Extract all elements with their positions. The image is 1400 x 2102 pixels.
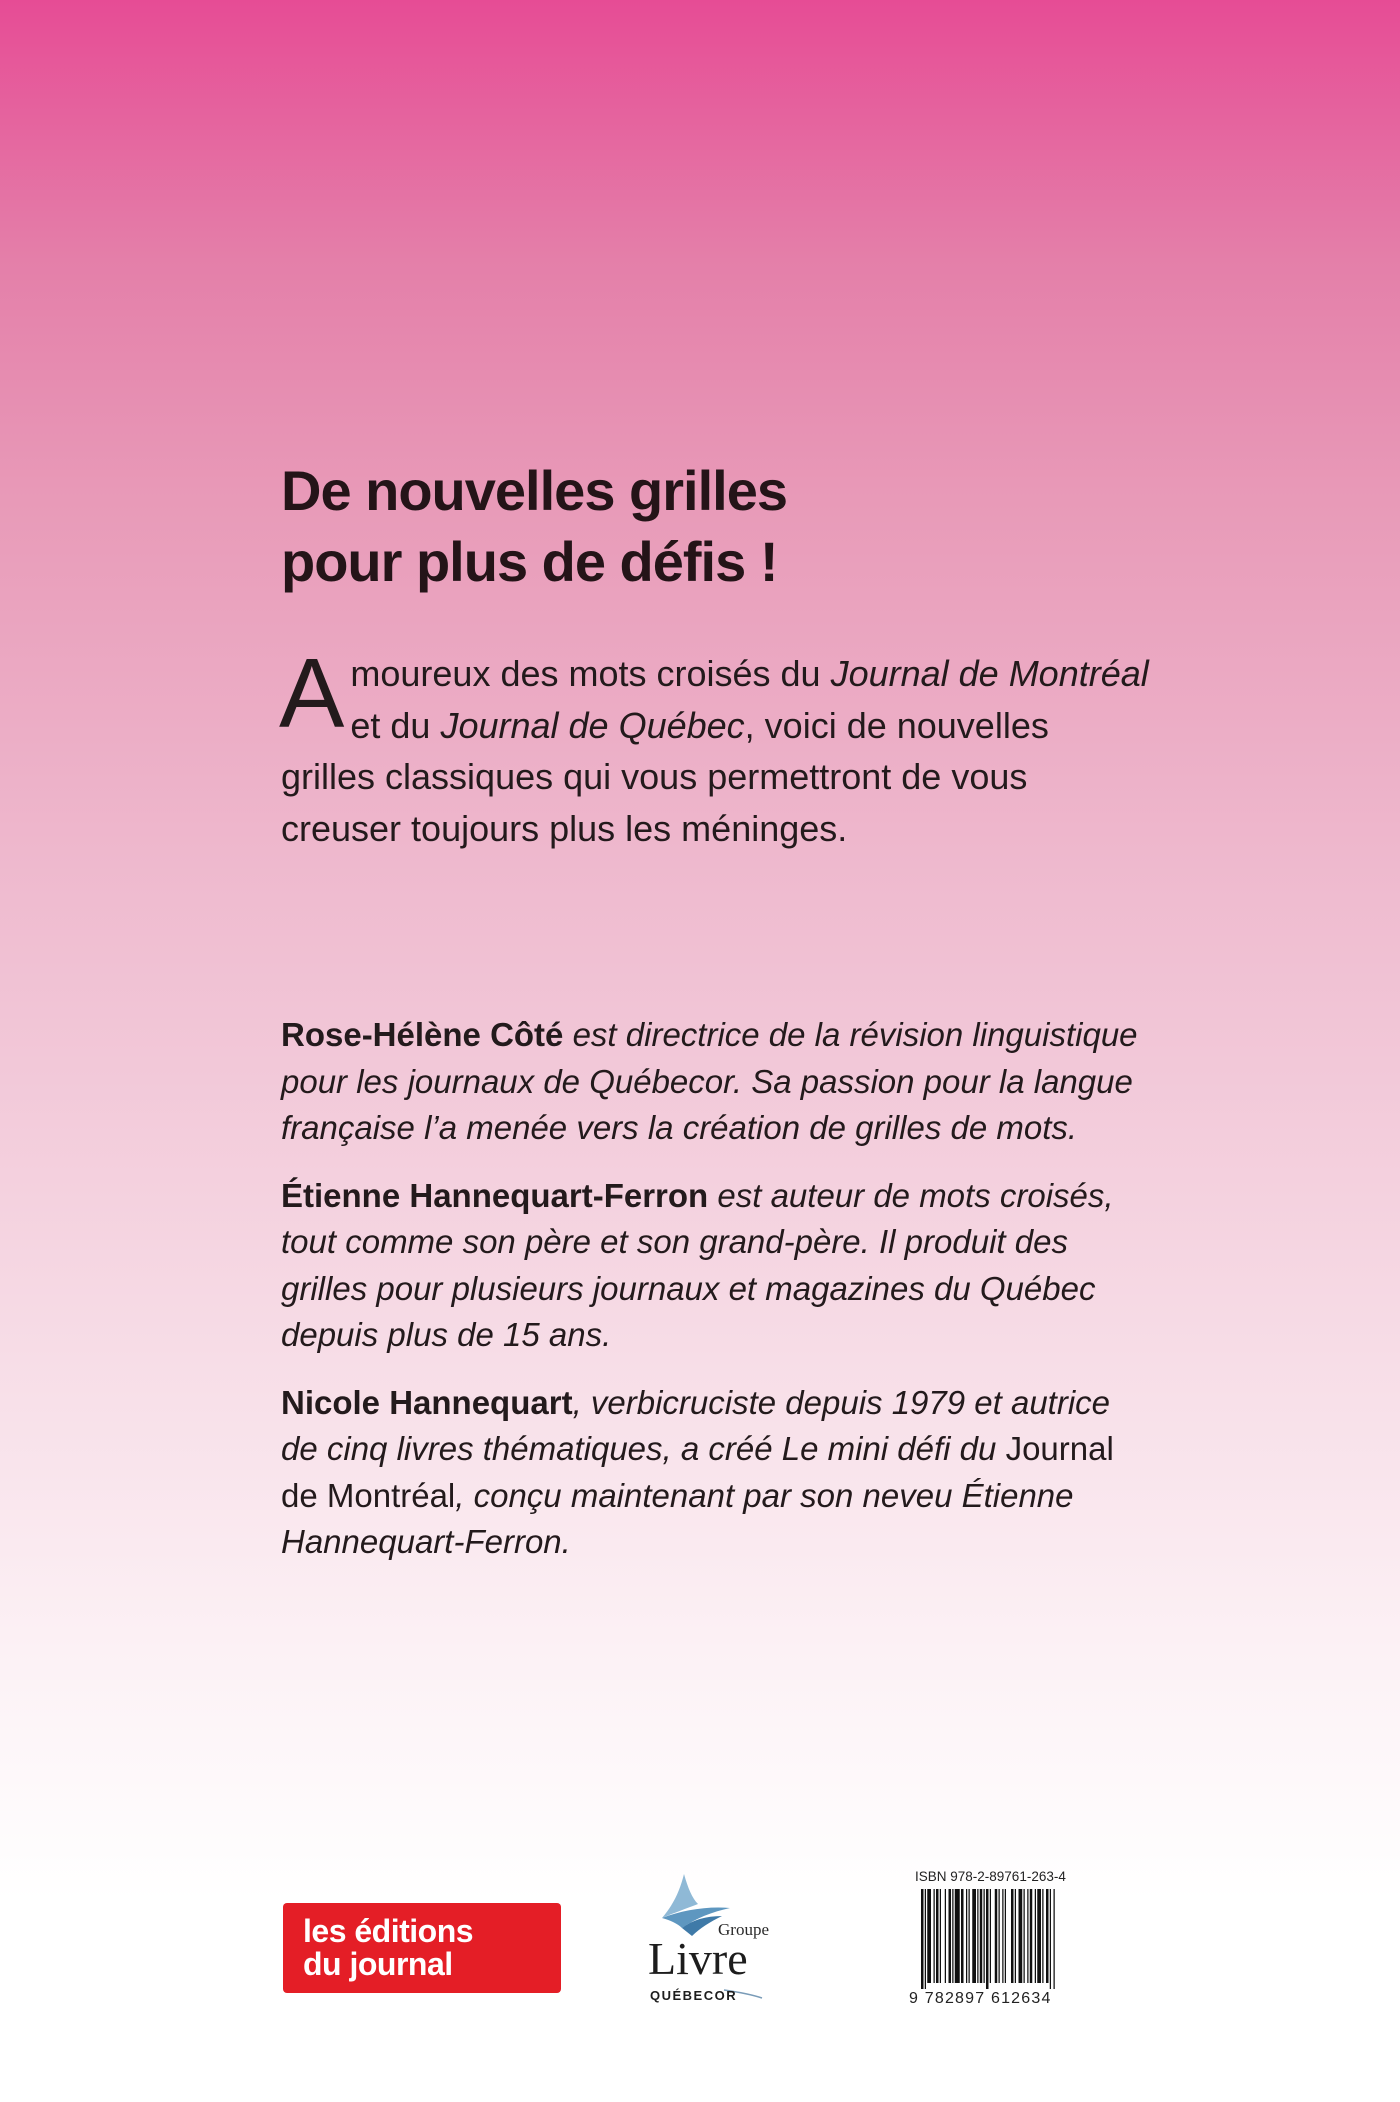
publisher-logo-line-1: les éditions — [303, 1913, 474, 1949]
bio-nicole-hannequart — [281, 1380, 1141, 1566]
bio-text: , verbicruciste depuis 1979 et autrice de cinq livres thématiques, a créé Le mini défi du — [281, 1383, 1111, 1467]
barcode-bar — [1027, 1889, 1028, 1983]
groupe-small-text: Groupe — [718, 1920, 769, 1939]
headline — [281, 455, 1181, 597]
barcode-bar — [969, 1889, 970, 1983]
barcode-bar — [1035, 1889, 1036, 1983]
bio-text: est auteur de mots croisés, tout comme son père et son grand-père. Il produit des grilles pour plusieurs journaux et magazines du Québec depuis plus de 15 ans. — [281, 1176, 1114, 1353]
barcode-bar — [980, 1889, 983, 1983]
barcode-bar — [1054, 1889, 1055, 1989]
groupe-sub-text: QUÉBECOR — [650, 1988, 738, 2003]
barcode-bar — [1042, 1889, 1043, 1983]
barcode-icon — [909, 1889, 1079, 1989]
isbn-barcode — [909, 1869, 1079, 2011]
barcode-bar — [961, 1889, 964, 1983]
drop-cap: A — [279, 638, 345, 748]
barcode-bar — [949, 1889, 952, 1983]
barcode-bar — [955, 1889, 960, 1983]
headline-line-2: pour plus de défis ! — [281, 530, 778, 593]
isbn-number: ISBN 978-2-89761-263-4 — [915, 1869, 1066, 1884]
groupe-main-text: Livre — [648, 1933, 748, 1984]
intro-text-2: et du — [350, 704, 441, 746]
barcode-bar — [999, 1889, 1000, 1983]
intro-italic-2: Journal de Québec — [440, 704, 745, 746]
barcode-bar — [921, 1889, 924, 1989]
publisher-logo-line-2: du journal — [303, 1946, 453, 1982]
intro-paragraph — [279, 638, 1151, 854]
barcode-bar — [1011, 1889, 1014, 1983]
groupe-livre-logo — [626, 1868, 776, 2008]
bio-rose-helene-cote — [281, 1012, 1141, 1152]
bio-etienne-hannequart-ferron — [281, 1173, 1141, 1359]
intro-italic-1: Journal de Montréal — [830, 653, 1149, 694]
barcode-bar — [984, 1889, 985, 1983]
barcode-bar — [1046, 1889, 1049, 1983]
barcode-bar — [1015, 1889, 1016, 1983]
barcode-bar — [986, 1889, 989, 1989]
barcode-bar — [952, 1889, 953, 1983]
barcode-bar — [934, 1889, 935, 1983]
barcode-bar — [990, 1889, 991, 1983]
barcode-bar — [1024, 1889, 1025, 1983]
headline-line-1: De nouvelles grilles — [281, 459, 787, 522]
barcode-bar — [1002, 1889, 1003, 1983]
barcode-bar — [1037, 1889, 1041, 1983]
barcode-bar — [936, 1889, 939, 1983]
ean-number: 9 782897 612634 — [909, 1990, 1052, 2007]
barcode-bar — [927, 1889, 931, 1983]
publisher-logo — [283, 1903, 561, 1993]
bio-name: Nicole Hannequart — [281, 1383, 573, 1421]
intro-text-1: moureux des mots croisés du — [350, 653, 831, 694]
barcode-bar — [940, 1889, 941, 1983]
barcode-bar — [977, 1889, 978, 1983]
intro-text-3: , voici de nouvelles grilles classiques qui vous permettront de vous creuser toujours plus les méninges. — [281, 704, 1049, 849]
barcode-bar — [925, 1889, 926, 1989]
bio-text: est directrice de la révision linguistique pour les journaux de Québecor. Sa passion pour la langue française l’a menée vers la création de grilles de mots. — [281, 1016, 1138, 1146]
barcode-bar — [966, 1889, 967, 1983]
barcode-bar — [945, 1889, 946, 1983]
barcode-bar — [972, 1889, 976, 1983]
barcode-bar — [1050, 1889, 1051, 1989]
barcode-bar — [995, 1889, 998, 1983]
barcode-bar — [1019, 1889, 1023, 1983]
bio-upright-title: Journal de Montréal — [281, 1430, 1114, 1514]
bio-name: Étienne Hannequart-Ferron — [281, 1176, 709, 1214]
barcode-bar — [1030, 1889, 1033, 1983]
bio-name: Rose-Hélène Côté — [281, 1016, 564, 1053]
bio-text-end: , conçu maintenant par son neveu Étienne Hannequart-Ferron. — [281, 1476, 1074, 1560]
barcode-bar — [1005, 1889, 1006, 1983]
author-bios — [281, 1012, 1141, 1587]
